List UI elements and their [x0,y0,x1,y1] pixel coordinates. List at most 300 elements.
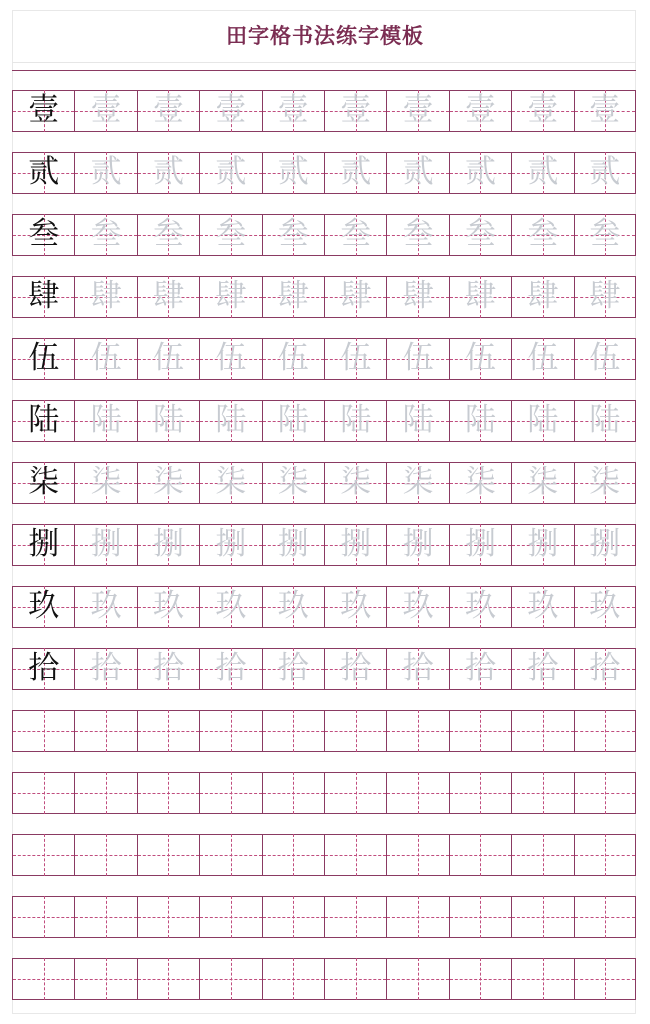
tianzige-cell [574,524,636,566]
practice-row [12,566,636,628]
trace-character: 捌 [527,525,559,562]
tianzige-cell [449,772,511,814]
tianzige-cell [137,524,199,566]
tianzige-cell [511,834,573,876]
practice-row [12,256,636,318]
vertical-guide [356,710,357,752]
tianzige-cell [199,462,261,504]
tianzige-cell [324,710,386,752]
empty-practice-row [12,938,636,1000]
tianzige-cell [199,152,261,194]
tianzige-cell [199,896,261,938]
tianzige-cell [74,586,136,628]
tianzige-cell [137,214,199,256]
tianzige-cell [324,90,386,132]
tianzige-cell [324,462,386,504]
vertical-guide [106,772,107,814]
tianzige-cell [324,400,386,442]
vertical-guide [168,896,169,938]
tianzige-cell [386,90,448,132]
practice-row [12,380,636,442]
tianzige-cell [262,648,324,690]
trace-character: 玖 [402,587,434,624]
tianzige-cell [574,710,636,752]
tianzige-cell [449,400,511,442]
trace-character: 拾 [402,649,434,686]
tianzige-cell [74,772,136,814]
tianzige-cell [199,400,261,442]
vertical-guide [44,710,45,752]
vertical-guide [356,772,357,814]
tianzige-cell [324,896,386,938]
vertical-guide [605,710,606,752]
vertical-guide [293,896,294,938]
tianzige-cell [262,462,324,504]
practice-row [12,628,636,690]
tianzige-cell [574,834,636,876]
trace-character: 伍 [527,339,559,376]
vertical-guide [231,834,232,876]
tianzige-cell [262,958,324,1000]
trace-character: 玖 [527,587,559,624]
trace-character: 陆 [277,401,309,438]
tianzige-cell [74,710,136,752]
trace-character: 肆 [464,277,496,314]
vertical-guide [231,772,232,814]
vertical-guide [356,958,357,1000]
tianzige-cell [199,276,261,318]
tianzige-cell [262,524,324,566]
tianzige-cell [137,648,199,690]
trace-character: 贰 [589,153,621,190]
trace-character: 捌 [340,525,372,562]
tianzige-cell [574,276,636,318]
tianzige-cell [137,276,199,318]
tianzige-cell [74,896,136,938]
tianzige-cell [386,958,448,1000]
trace-character: 陆 [90,401,122,438]
tianzige-cell [449,462,511,504]
trace-character: 拾 [152,649,184,686]
tianzige-cell [449,834,511,876]
trace-character: 壹 [340,91,372,128]
vertical-guide [418,772,419,814]
tianzige-cell [137,586,199,628]
vertical-guide [605,896,606,938]
tianzige-cell [449,152,511,194]
tianzige-cell [12,214,74,256]
vertical-guide [44,896,45,938]
trace-character: 叁 [90,215,122,252]
tianzige-cell [324,152,386,194]
trace-character: 柒 [90,463,122,500]
tianzige-cell [262,772,324,814]
vertical-guide [106,834,107,876]
tianzige-cell [199,214,261,256]
tianzige-cell [74,524,136,566]
tianzige-cell [137,462,199,504]
trace-character: 拾 [527,649,559,686]
trace-character: 陆 [340,401,372,438]
vertical-guide [168,834,169,876]
trace-character: 肆 [589,277,621,314]
tianzige-cell [574,586,636,628]
tianzige-cell [262,276,324,318]
trace-character: 拾 [215,649,247,686]
tianzige-cell [324,524,386,566]
vertical-guide [168,710,169,752]
tianzige-cell [449,586,511,628]
tianzige-cell [12,896,74,938]
vertical-guide [605,772,606,814]
tianzige-cell [574,896,636,938]
trace-character: 柒 [464,463,496,500]
tianzige-cell [574,400,636,442]
page-title: 田字格书法练字模板 [226,24,424,48]
trace-character: 贰 [215,153,247,190]
tianzige-cell [12,834,74,876]
tianzige-cell [137,152,199,194]
trace-character: 伍 [464,339,496,376]
trace-character: 肆 [152,277,184,314]
trace-character: 柒 [277,463,309,500]
tianzige-cell [262,152,324,194]
tianzige-cell [511,214,573,256]
tianzige-cell [12,338,74,380]
trace-character: 拾 [464,649,496,686]
trace-character: 陆 [527,401,559,438]
tianzige-cell [511,586,573,628]
trace-character: 肆 [277,277,309,314]
vertical-guide [106,896,107,938]
vertical-guide [418,958,419,1000]
vertical-guide [44,772,45,814]
vertical-guide [44,958,45,1000]
tianzige-cell [574,152,636,194]
trace-character: 叁 [464,215,496,252]
vertical-guide [543,896,544,938]
trace-character: 壹 [402,91,434,128]
tianzige-cell [574,648,636,690]
trace-character: 玖 [152,587,184,624]
vertical-guide [543,958,544,1000]
model-character: 伍 [28,339,60,376]
practice-row [12,194,636,256]
tianzige-cell [386,276,448,318]
trace-character: 拾 [340,649,372,686]
trace-character: 肆 [527,277,559,314]
trace-character: 陆 [464,401,496,438]
vertical-guide [106,958,107,1000]
tianzige-cell [74,400,136,442]
tianzige-cell [137,400,199,442]
model-character: 陆 [28,401,60,438]
tianzige-cell [511,958,573,1000]
trace-character: 捌 [464,525,496,562]
trace-character: 壹 [277,91,309,128]
tianzige-cell [74,152,136,194]
trace-character: 叁 [340,215,372,252]
trace-character: 柒 [215,463,247,500]
tianzige-cell [386,834,448,876]
trace-character: 贰 [464,153,496,190]
tianzige-cell [386,586,448,628]
model-character: 玖 [28,587,60,624]
trace-character: 叁 [589,215,621,252]
tianzige-cell [12,710,74,752]
practice-row [12,70,636,132]
tianzige-cell [386,152,448,194]
trace-character: 肆 [340,277,372,314]
tianzige-cell [199,90,261,132]
tianzige-cell [449,648,511,690]
trace-character: 捌 [215,525,247,562]
trace-character: 玖 [215,587,247,624]
tianzige-cell [324,338,386,380]
trace-character: 柒 [589,463,621,500]
vertical-guide [418,710,419,752]
tianzige-cell [574,958,636,1000]
trace-character: 捌 [277,525,309,562]
tianzige-cell [324,772,386,814]
tianzige-cell [386,772,448,814]
tianzige-cell [74,338,136,380]
tianzige-cell [74,276,136,318]
tianzige-cell [12,524,74,566]
trace-character: 叁 [402,215,434,252]
tianzige-cell [449,214,511,256]
tianzige-cell [137,338,199,380]
trace-character: 伍 [215,339,247,376]
tianzige-cell [324,214,386,256]
tianzige-cell [449,958,511,1000]
vertical-guide [605,834,606,876]
tianzige-cell [386,400,448,442]
tianzige-cell [511,276,573,318]
trace-character: 肆 [402,277,434,314]
tianzige-cell [511,648,573,690]
tianzige-cell [262,90,324,132]
model-character: 柒 [28,463,60,500]
vertical-guide [231,896,232,938]
trace-character: 壹 [90,91,122,128]
vertical-guide [356,834,357,876]
practice-row [12,318,636,380]
trace-character: 伍 [90,339,122,376]
tianzige-cell [449,276,511,318]
vertical-guide [418,896,419,938]
tianzige-cell [386,462,448,504]
vertical-guide [231,958,232,1000]
tianzige-cell [262,710,324,752]
tianzige-cell [511,524,573,566]
vertical-guide [293,772,294,814]
tianzige-cell [262,834,324,876]
tianzige-cell [574,462,636,504]
tianzige-cell [137,958,199,1000]
vertical-guide [168,958,169,1000]
trace-character: 贰 [527,153,559,190]
tianzige-cell [12,90,74,132]
empty-practice-row [12,814,636,876]
trace-character: 捌 [152,525,184,562]
tianzige-cell [574,90,636,132]
trace-character: 壹 [464,91,496,128]
trace-character: 陆 [215,401,247,438]
tianzige-cell [386,338,448,380]
trace-character: 贰 [90,153,122,190]
trace-character: 肆 [90,277,122,314]
trace-character: 陆 [152,401,184,438]
tianzige-cell [386,214,448,256]
trace-character: 贰 [152,153,184,190]
tianzige-cell [137,896,199,938]
vertical-guide [480,958,481,1000]
tianzige-cell [74,214,136,256]
trace-character: 柒 [152,463,184,500]
trace-character: 叁 [215,215,247,252]
tianzige-cell [262,214,324,256]
trace-character: 陆 [589,401,621,438]
tianzige-cell [449,710,511,752]
tianzige-cell [449,338,511,380]
tianzige-cell [12,152,74,194]
model-character: 叁 [28,215,60,252]
trace-character: 柒 [527,463,559,500]
empty-practice-row [12,876,636,938]
practice-row [12,504,636,566]
tianzige-cell [386,896,448,938]
tianzige-cell [137,710,199,752]
tianzige-cell [574,338,636,380]
trace-character: 拾 [589,649,621,686]
tianzige-cell [511,400,573,442]
trace-character: 柒 [340,463,372,500]
tianzige-cell [262,338,324,380]
tianzige-cell [137,90,199,132]
vertical-guide [480,896,481,938]
empty-practice-row [12,690,636,752]
trace-character: 柒 [402,463,434,500]
vertical-guide [44,834,45,876]
trace-character: 壹 [527,91,559,128]
tianzige-cell [74,648,136,690]
tianzige-cell [137,834,199,876]
tianzige-cell [574,214,636,256]
vertical-guide [480,834,481,876]
tianzige-cell [12,276,74,318]
vertical-guide [293,710,294,752]
vertical-guide [480,710,481,752]
tianzige-cell [386,648,448,690]
vertical-guide [480,772,481,814]
tianzige-cell [511,90,573,132]
model-character: 贰 [28,153,60,190]
trace-character: 捌 [90,525,122,562]
tianzige-cell [511,710,573,752]
tianzige-cell [199,648,261,690]
tianzige-cell [386,710,448,752]
trace-character: 贰 [340,153,372,190]
trace-character: 玖 [90,587,122,624]
trace-character: 捌 [589,525,621,562]
tianzige-cell [324,834,386,876]
model-character: 壹 [28,91,60,128]
tianzige-cell [199,710,261,752]
trace-character: 伍 [589,339,621,376]
tianzige-cell [137,772,199,814]
tianzige-cell [511,152,573,194]
model-character: 拾 [28,649,60,686]
tianzige-cell [199,524,261,566]
trace-character: 捌 [402,525,434,562]
vertical-guide [543,772,544,814]
trace-character: 拾 [90,649,122,686]
tianzige-cell [74,462,136,504]
trace-character: 贰 [277,153,309,190]
tianzige-cell [324,276,386,318]
trace-character: 肆 [215,277,247,314]
trace-character: 壹 [215,91,247,128]
tianzige-cell [324,648,386,690]
tianzige-cell [449,90,511,132]
trace-character: 叁 [152,215,184,252]
tianzige-cell [511,772,573,814]
vertical-guide [293,834,294,876]
tianzige-cell [199,338,261,380]
tianzige-cell [449,896,511,938]
tianzige-cell [199,772,261,814]
tianzige-cell [12,648,74,690]
tianzige-cell [12,958,74,1000]
trace-character: 伍 [152,339,184,376]
tianzige-cell [386,524,448,566]
vertical-guide [106,710,107,752]
tianzige-cell [74,834,136,876]
tianzige-cell [511,462,573,504]
trace-character: 陆 [402,401,434,438]
tianzige-cell [12,462,74,504]
tianzige-cell [324,958,386,1000]
tianzige-cell [511,338,573,380]
model-character: 捌 [28,525,60,562]
trace-character: 伍 [277,339,309,376]
tianzige-cell [12,772,74,814]
tianzige-cell [262,400,324,442]
tianzige-cell [449,524,511,566]
trace-character: 拾 [277,649,309,686]
vertical-guide [418,834,419,876]
practice-row [12,442,636,504]
tianzige-cell [262,896,324,938]
vertical-guide [293,958,294,1000]
vertical-guide [543,710,544,752]
vertical-guide [168,772,169,814]
trace-character: 叁 [527,215,559,252]
tianzige-cell [574,772,636,814]
trace-character: 壹 [152,91,184,128]
practice-row [12,132,636,194]
vertical-guide [356,896,357,938]
trace-character: 伍 [402,339,434,376]
title-divider [12,62,636,63]
trace-character: 玖 [589,587,621,624]
tianzige-cell [511,896,573,938]
trace-character: 叁 [277,215,309,252]
trace-character: 玖 [464,587,496,624]
tianzige-cell [199,834,261,876]
vertical-guide [605,958,606,1000]
